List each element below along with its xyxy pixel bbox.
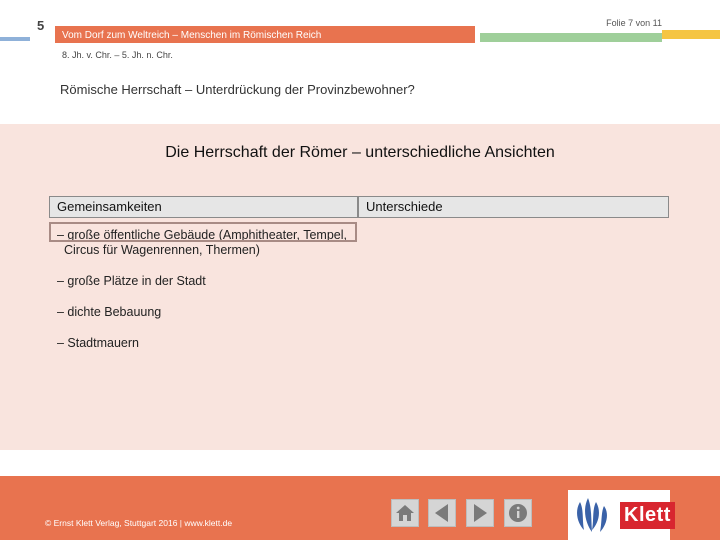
klett-emblem-icon xyxy=(570,490,620,540)
slide-counter: Folie 7 von 11 xyxy=(606,18,662,28)
header-bar-blue xyxy=(0,37,30,41)
arrow-left-icon xyxy=(429,500,455,526)
header-title: Vom Dorf zum Weltreich – Menschen im Römischen Reich xyxy=(62,30,322,41)
header-bar-green xyxy=(480,33,662,42)
similarities-list xyxy=(57,228,349,351)
list-item: – Stadtmauern xyxy=(57,336,139,350)
info-button[interactable] xyxy=(504,499,532,527)
copyright-text: © Ernst Klett Verlag, Stuttgart 2016 | www.klett.de xyxy=(45,518,233,528)
previous-button[interactable] xyxy=(428,499,456,527)
column-header-similarities: Gemeinsamkeiten xyxy=(49,196,358,218)
list-item: – große Plätze in der Stadt xyxy=(57,274,206,288)
list-item: – große öffentliche Gebäude (Amphitheater, Tempel, Circus für Wagenrennen, Thermen) xyxy=(57,228,347,257)
item-highlight-box xyxy=(49,222,357,242)
home-icon xyxy=(392,500,418,526)
info-icon xyxy=(505,500,531,526)
home-button[interactable] xyxy=(391,499,419,527)
klett-logo-text: Klett xyxy=(620,502,675,529)
next-button[interactable] xyxy=(466,499,494,527)
list-item: – dichte Bebauung xyxy=(57,305,162,319)
slide-subtitle: Römische Herrschaft – Unterdrückung der Provinzbewohner? xyxy=(60,82,415,97)
column-header-differences: Unterschiede xyxy=(358,196,669,218)
period-label: 8. Jh. v. Chr. – 5. Jh. n. Chr. xyxy=(62,50,173,60)
chapter-number: 5 xyxy=(37,18,45,33)
header-bar-yellow xyxy=(662,30,720,39)
klett-logo xyxy=(568,490,670,540)
arrow-right-icon xyxy=(467,500,493,526)
main-heading: Die Herrschaft der Römer – unterschiedliche Ansichten xyxy=(165,144,555,161)
content-area xyxy=(0,124,720,450)
